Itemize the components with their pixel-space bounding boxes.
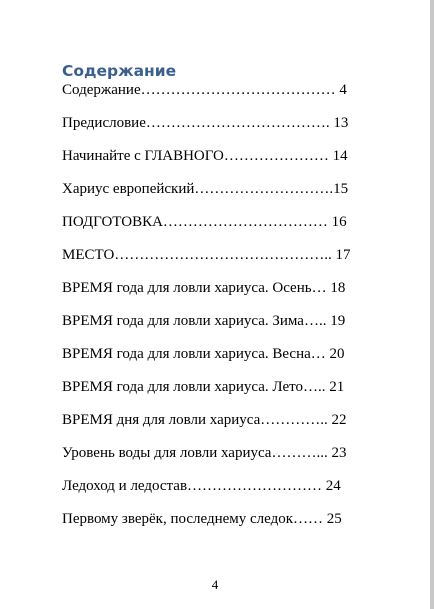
toc-entry-text: Содержание………………………………… 4	[62, 82, 347, 98]
toc-entry[interactable]	[62, 377, 370, 410]
toc-entry[interactable]	[62, 311, 370, 344]
toc-entry[interactable]	[62, 509, 370, 542]
toc-entry-text: ВРЕМЯ года для ловли хариуса. Весна… 20	[62, 346, 345, 362]
toc-entry[interactable]	[62, 179, 370, 212]
toc-entry[interactable]	[62, 476, 370, 509]
toc-entry-text: Начинайте с ГЛАВНОГО………………… 14	[62, 148, 348, 164]
page-number: 4	[211, 577, 219, 592]
toc-entry-text: МЕСТО…………………………………….. 17	[62, 247, 351, 263]
toc-entry-text: ВРЕМЯ года для ловли хариуса. Лето….. 21	[62, 379, 345, 395]
page-edge-shadow	[430, 0, 434, 609]
toc-entry-text: ВРЕМЯ года для ловли хариуса. Зима….. 19	[62, 313, 346, 329]
toc-entry-text: Предисловие………………………………. 13	[62, 115, 349, 131]
toc-entry[interactable]	[62, 146, 370, 179]
toc-list	[62, 80, 370, 542]
toc-entry[interactable]	[62, 80, 370, 113]
toc-entry-text: Уровень воды для ловли хариуса………... 23	[62, 445, 347, 461]
toc-entry-text: Ледоход и ледостав……………………… 24	[62, 478, 341, 494]
toc-entry[interactable]	[62, 113, 370, 146]
toc-entry[interactable]	[62, 212, 370, 245]
toc-entry-text: Первому зверёк, последнему следок…… 25	[62, 511, 342, 527]
toc-entry-text: ПОДГОТОВКА…………………………… 16	[62, 214, 347, 230]
toc-entry[interactable]	[62, 443, 370, 476]
toc-heading: Содержание	[62, 62, 177, 80]
toc-entry[interactable]	[62, 245, 370, 278]
toc-entry[interactable]	[62, 410, 370, 443]
toc-entry-text: ВРЕМЯ дня для ловли хариуса………….. 22	[62, 412, 347, 428]
toc-entry-text: Хариус европейский……………………….15	[62, 181, 349, 197]
toc-entry[interactable]	[62, 344, 370, 377]
toc-entry[interactable]	[62, 278, 370, 311]
toc-entry-text: ВРЕМЯ года для ловли хариуса. Осень… 18	[62, 280, 346, 296]
